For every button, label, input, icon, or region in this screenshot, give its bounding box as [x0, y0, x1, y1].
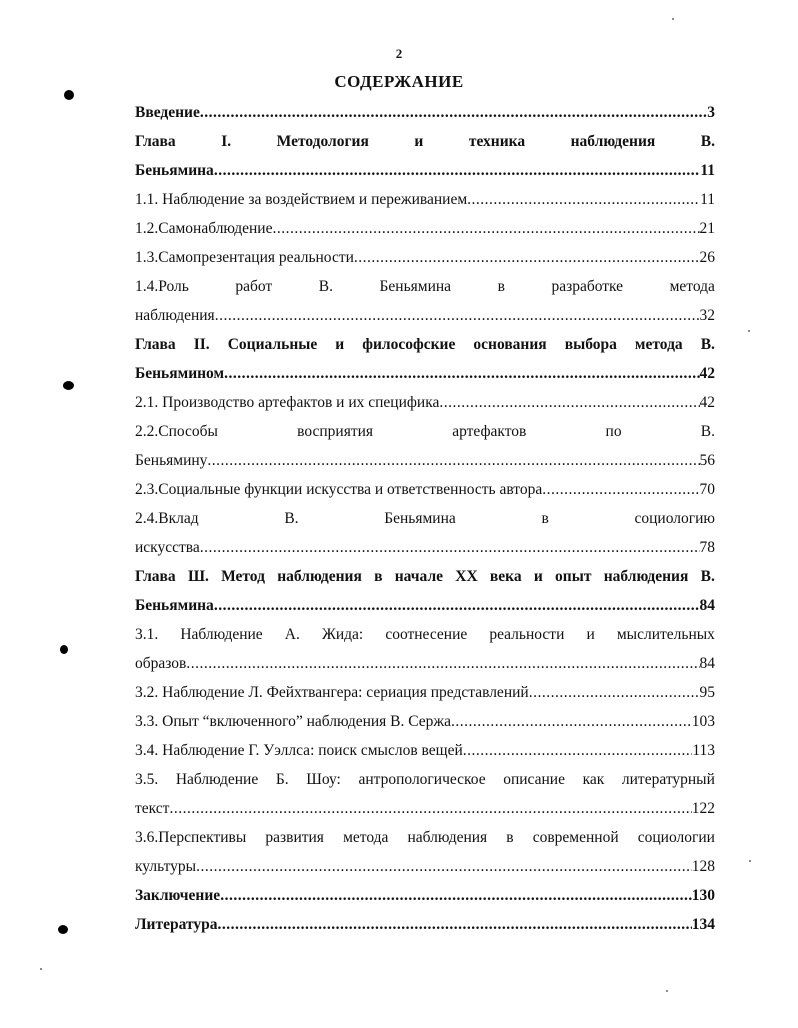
toc-row [135, 591, 715, 620]
toc-entry-word: восприятия [297, 423, 374, 440]
toc-entry-word: В. [700, 336, 715, 353]
toc-row [135, 156, 715, 185]
toc-entry-word: антропологическое [358, 771, 486, 788]
toc-entry-word: артефактов [452, 423, 527, 440]
toc-entry-word: в [541, 510, 549, 527]
toc-entry-title: Беньямина [135, 162, 214, 179]
toc-row [135, 765, 715, 794]
toc-entry-word: социологию [634, 510, 715, 527]
toc-entry-title: образов [135, 655, 187, 672]
toc-page-number: 70 [699, 481, 715, 498]
toc-entry-word: Глава [135, 568, 176, 585]
toc-entry-word: работ [235, 278, 273, 295]
toc-row [135, 533, 715, 562]
toc-page-number: 84 [699, 597, 715, 614]
toc-row [135, 272, 715, 301]
dot-leader [439, 388, 699, 417]
toc-row [135, 707, 715, 736]
dot-leader [207, 446, 699, 475]
scan-speck [40, 968, 42, 970]
dot-leader [224, 359, 699, 388]
toc-entry-word: в [497, 278, 505, 295]
dot-leader [542, 475, 699, 504]
toc-page-number: 113 [692, 742, 715, 759]
toc-entry-word: I. [221, 133, 232, 150]
toc-entry-title: 1.3.Самопрезентация реальности [135, 249, 354, 266]
toc-entry-word: В. [318, 278, 333, 295]
toc-entry-word: Шоу: [306, 771, 341, 788]
toc-entry-word: наблюдения [407, 829, 488, 846]
toc-row [135, 504, 715, 533]
toc-entry-title: 3.4. Наблюдение Г. Уэллса: поиск смыслов вещей [135, 742, 463, 759]
toc-page-number: 21 [699, 220, 715, 237]
toc-entry-word: 2.2.Способы [135, 423, 218, 440]
toc-row [135, 823, 715, 852]
toc-entry-word: реальности [489, 626, 565, 643]
toc-row [135, 852, 715, 881]
toc-entry-word: Беньямина [384, 510, 456, 527]
toc-row [135, 301, 715, 330]
toc-row [135, 881, 715, 910]
toc-row [135, 98, 715, 127]
toc-row [135, 388, 715, 417]
toc-entry-word: Глава [135, 336, 176, 353]
scan-hole-mark [60, 645, 68, 654]
toc-entry-word: В. [700, 423, 715, 440]
toc-row [135, 475, 715, 504]
toc-page-number: 128 [691, 858, 715, 875]
toc-row [135, 127, 715, 156]
toc-entry-word: Ш. [187, 568, 209, 585]
toc-entry-word: Наблюдение [175, 771, 259, 788]
scan-speck [672, 18, 674, 20]
toc-entry-word: выбора [564, 336, 617, 353]
toc-row [135, 359, 715, 388]
toc-row [135, 794, 715, 823]
dot-leader [186, 649, 699, 678]
scan-speck [749, 860, 751, 862]
toc-entry-word: и [414, 133, 424, 150]
table-of-contents [135, 98, 715, 939]
toc-row [135, 678, 715, 707]
toc-entry-word: 2.4.Вклад [135, 510, 199, 527]
toc-entry-word: В. [700, 568, 715, 585]
toc-entry-title: 3.2. Наблюдение Л. Фейхтвангера: сериация представлений [135, 684, 529, 701]
toc-entry-word: Метод [221, 568, 265, 585]
dot-leader [463, 736, 693, 765]
toc-entry-word: социологии [637, 829, 715, 846]
toc-entry-word: как [582, 771, 605, 788]
toc-row [135, 214, 715, 243]
toc-entry-word: разработке [551, 278, 624, 295]
toc-entry-word: В. [284, 510, 299, 527]
toc-page-number: 3 [707, 104, 715, 121]
toc-entry-word: в [506, 829, 514, 846]
toc-entry-word: соотнесение [385, 626, 468, 643]
toc-entry-title: 1.2.Самонаблюдение [135, 220, 273, 237]
toc-entry-word: II. [193, 336, 210, 353]
toc-entry-word: и [533, 568, 543, 585]
scan-speck [666, 990, 668, 992]
dot-leader [467, 185, 700, 214]
toc-entry-word: 3.5. [135, 771, 159, 788]
toc-entry-title: 1.1. Наблюдение за воздействием и переживанием [135, 191, 468, 208]
dot-leader [200, 533, 700, 562]
toc-row [135, 910, 715, 939]
toc-entry-word: современной [532, 829, 619, 846]
toc-page-number: 42 [699, 394, 715, 411]
toc-page-number: 26 [699, 249, 715, 266]
toc-entry-word: в [374, 568, 383, 585]
toc-page-number: 11 [700, 162, 715, 179]
toc-row [135, 330, 715, 359]
dot-leader [169, 794, 691, 823]
toc-entry-word: и [335, 336, 345, 353]
toc-entry-word: наблюдения [570, 133, 656, 150]
toc-entry-title: 2.3.Социальные функции искусства и ответственность автора [135, 481, 543, 498]
toc-entry-word: Методология [276, 133, 369, 150]
toc-entry-word: развития [265, 829, 324, 846]
toc-page-number: 84 [699, 655, 715, 672]
toc-entry-title: культуры [135, 858, 197, 875]
toc-entry-title: искусства [135, 539, 200, 556]
toc-entry-word: Глава [135, 133, 176, 150]
toc-row [135, 562, 715, 591]
toc-row [135, 620, 715, 649]
toc-entry-word: 3.6.Перспективы [135, 829, 247, 846]
toc-page-number: 95 [699, 684, 715, 701]
toc-page-number: 130 [691, 887, 715, 904]
toc-entry-word: и [586, 626, 595, 643]
toc-row [135, 736, 715, 765]
toc-entry-word: метода [634, 336, 683, 353]
toc-entry-word: метода [343, 829, 389, 846]
toc-entry-word: по [605, 423, 622, 440]
toc-page-number: 42 [699, 365, 715, 382]
toc-entry-title: 2.1. Производство артефактов и их специфика [135, 394, 440, 411]
scan-hole-mark [63, 381, 74, 390]
page-title: СОДЕРЖАНИЕ [334, 72, 464, 91]
dot-leader [529, 678, 700, 707]
dot-leader [272, 214, 699, 243]
scan-hole-mark [58, 925, 68, 934]
dot-leader [214, 591, 700, 620]
toc-row [135, 649, 715, 678]
toc-entry-word: наблюдения [603, 568, 689, 585]
toc-entry-title: Введение [135, 104, 200, 121]
toc-page-number: 103 [691, 713, 715, 730]
toc-page-number: 11 [700, 191, 715, 208]
toc-entry-word: Социальные [227, 336, 318, 353]
toc-page-number: 134 [691, 916, 715, 933]
toc-entry-title: Беньямином [135, 365, 225, 382]
dot-leader [200, 98, 707, 127]
toc-entry-word: наблюдения [277, 568, 362, 585]
toc-entry-word: Жида: [321, 626, 364, 643]
dot-leader [354, 243, 700, 272]
toc-page-number: 32 [699, 307, 715, 324]
toc-entry-word: техника [468, 133, 526, 150]
toc-entry-word: В. [700, 133, 715, 150]
dot-leader [451, 707, 692, 736]
toc-entry-title: Литература [135, 916, 218, 933]
toc-entry-word: А. [284, 626, 300, 643]
dot-leader [217, 910, 691, 939]
toc-entry-title: Беньямина [135, 597, 214, 614]
toc-entry-word: философские [362, 336, 456, 353]
toc-entry-title: 3.3. Опыт “включенного” наблюдения В. Сержа [135, 713, 452, 730]
toc-entry-title: Беньямину [135, 452, 208, 469]
toc-entry-word: мыслительных [616, 626, 715, 643]
toc-entry-word: 1.4.Роль [135, 278, 189, 295]
toc-row [135, 446, 715, 475]
page-number: 2 [395, 46, 403, 61]
toc-entry-word: начале [394, 568, 444, 585]
toc-entry-word: века [489, 568, 522, 585]
toc-entry-word: метода [669, 278, 715, 295]
toc-page-number: 56 [699, 452, 715, 469]
toc-row [135, 243, 715, 272]
toc-page-number: 78 [699, 539, 715, 556]
dot-leader [215, 301, 700, 330]
toc-entry-word: Наблюдение [180, 626, 263, 643]
toc-entry-word: основания [473, 336, 547, 353]
scan-speck [748, 330, 750, 332]
toc-entry-word: Б. [275, 771, 289, 788]
toc-entry-word: опыт [555, 568, 592, 585]
toc-entry-word: 3.1. [135, 626, 159, 643]
toc-page-number: 122 [691, 800, 715, 817]
toc-row [135, 417, 715, 446]
toc-entry-title: наблюдения [135, 307, 215, 324]
dot-leader [214, 156, 701, 185]
scan-hole-mark [64, 90, 74, 100]
toc-row [135, 185, 715, 214]
toc-entry-word: Беньямина [379, 278, 452, 295]
toc-entry-title: текст [135, 800, 170, 817]
dot-leader [196, 852, 692, 881]
dot-leader [220, 881, 692, 910]
toc-entry-word: литературный [621, 771, 715, 788]
toc-entry-title: Заключение [135, 887, 221, 904]
toc-entry-word: описание [503, 771, 565, 788]
toc-entry-word: XX [455, 568, 478, 585]
